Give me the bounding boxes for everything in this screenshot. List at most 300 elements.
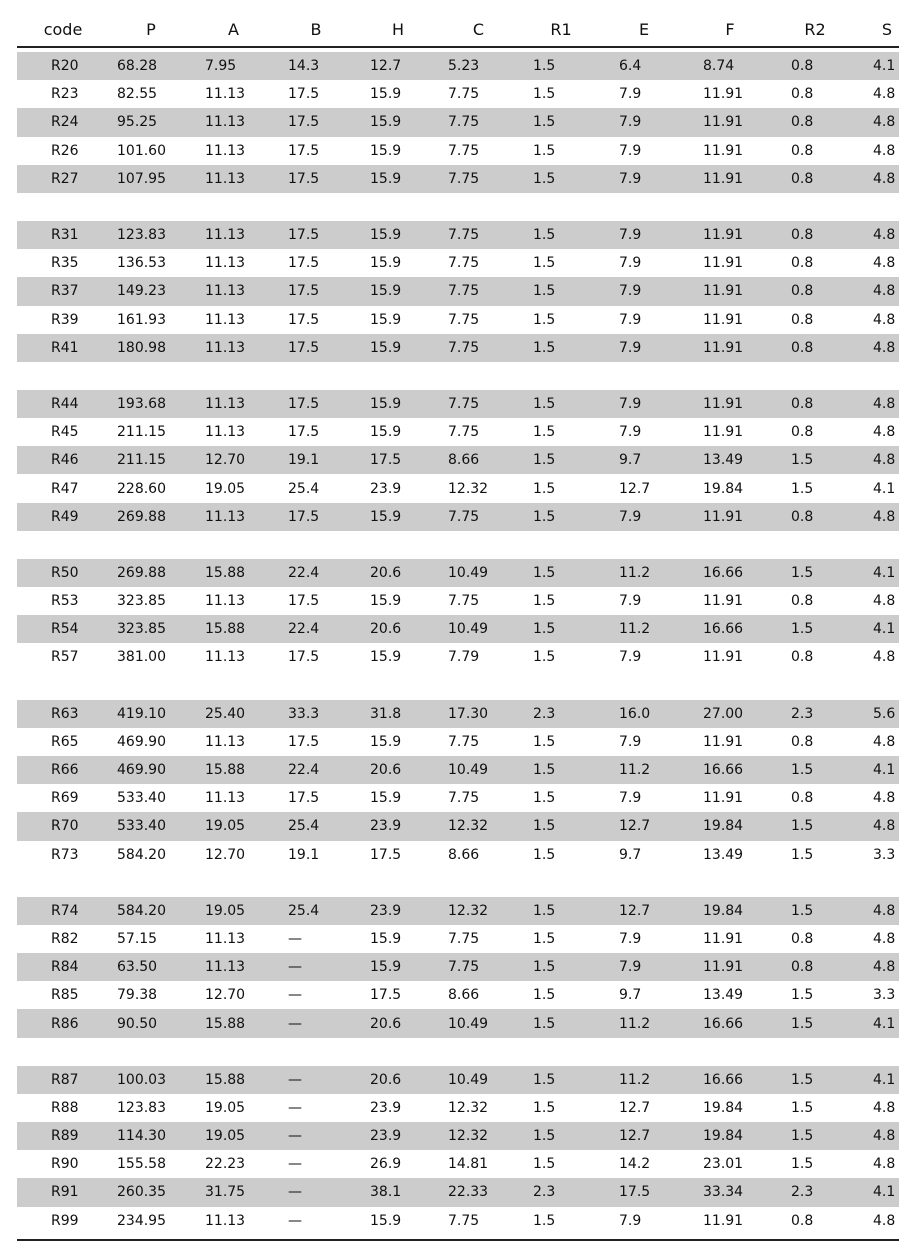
cell-h: 20.6 [370,621,402,638]
table-row [17,474,899,502]
cell-h: 17.5 [370,987,402,1004]
cell-r1: 1.5 [533,762,556,779]
cell-f: 13.49 [703,452,744,469]
cell-p: 123.83 [117,227,166,244]
cell-f: 19.84 [703,1128,744,1145]
cell-s: 4.8 [873,339,896,356]
cell-b: 17.5 [288,593,320,610]
cell-r2: 1.5 [791,452,814,469]
cell-s: 4.1 [873,58,896,75]
cell-e: 7.9 [619,142,642,159]
cell-c: 7.75 [448,395,480,412]
row-group [17,897,899,1038]
table-row [17,925,899,953]
cell-a: 11.13 [205,424,246,441]
cell-r1: 1.5 [533,480,556,497]
cell-s: 4.8 [873,395,896,412]
cell-e: 11.2 [619,762,651,779]
cell-a: 12.70 [205,987,246,1004]
table-row [17,700,899,728]
cell-s: 4.8 [873,142,896,159]
cell-e: 11.2 [619,564,651,581]
cell-a: 11.13 [205,339,246,356]
cell-f: 11.91 [703,227,744,244]
cell-r1: 1.5 [533,86,556,103]
cell-h: 31.8 [370,705,402,722]
cell-b: 25.4 [288,902,320,919]
header-s: S [881,20,893,39]
cell-a: 19.05 [205,818,246,835]
cell-r2: 1.5 [791,1015,814,1032]
cell-h: 15.9 [370,227,402,244]
cell-a: 11.13 [205,311,246,328]
cell-r2: 0.8 [791,170,814,187]
cell-f: 11.91 [703,114,744,131]
cell-h: 20.6 [370,762,402,779]
cell-a: 15.88 [205,1015,246,1032]
cell-h: 23.9 [370,480,402,497]
cell-p: 234.95 [117,1212,166,1229]
cell-e: 12.7 [619,818,651,835]
cell-p: 63.50 [117,959,158,976]
cell-r1: 1.5 [533,902,556,919]
cell-p: 419.10 [117,705,166,722]
cell-e: 7.9 [619,283,642,300]
cell-p: 161.93 [117,311,166,328]
cell-a: 11.13 [205,1212,246,1229]
cell-c: 17.30 [448,705,489,722]
cell-p: 193.68 [117,395,166,412]
cell-b: 17.5 [288,311,320,328]
cell-s: 4.8 [873,930,896,947]
table-row [17,1207,899,1235]
cell-s: 4.8 [873,114,896,131]
cell-b: 22.4 [288,762,320,779]
cell-s: 4.1 [873,564,896,581]
header-c: C [472,20,485,39]
cell-e: 7.9 [619,733,642,750]
cell-b: — [288,1212,302,1229]
cell-h: 15.9 [370,649,402,666]
dimension-table [17,14,899,1241]
cell-b: 17.5 [288,255,320,272]
cell-r2: 0.8 [791,86,814,103]
row-group [17,52,899,193]
cell-h: 15.9 [370,255,402,272]
cell-code: R99 [51,1212,79,1229]
cell-c: 7.75 [448,86,480,103]
cell-r2: 1.5 [791,564,814,581]
cell-e: 6.4 [619,58,642,75]
cell-r2: 1.5 [791,987,814,1004]
cell-code: R27 [51,170,79,187]
cell-b: 17.5 [288,339,320,356]
cell-f: 11.91 [703,170,744,187]
table-row [17,897,899,925]
cell-p: 57.15 [117,930,158,947]
cell-a: 12.70 [205,846,246,863]
cell-e: 7.9 [619,311,642,328]
table-row [17,1122,899,1150]
cell-r2: 1.5 [791,762,814,779]
cell-e: 7.9 [619,424,642,441]
cell-c: 7.75 [448,959,480,976]
cell-h: 15.9 [370,114,402,131]
cell-a: 11.13 [205,114,246,131]
cell-a: 11.13 [205,283,246,300]
cell-f: 11.91 [703,86,744,103]
cell-p: 79.38 [117,987,158,1004]
cell-s: 4.8 [873,902,896,919]
cell-r1: 1.5 [533,987,556,1004]
table-row [17,165,899,193]
cell-r1: 1.5 [533,959,556,976]
cell-r2: 0.8 [791,790,814,807]
cell-r1: 1.5 [533,1099,556,1116]
cell-e: 7.9 [619,255,642,272]
cell-e: 7.9 [619,1212,642,1229]
table-row [17,306,899,334]
cell-h: 23.9 [370,818,402,835]
cell-f: 11.91 [703,395,744,412]
header-r1: R1 [550,20,572,39]
cell-f: 11.91 [703,930,744,947]
cell-a: 11.13 [205,86,246,103]
cell-h: 15.9 [370,339,402,356]
cell-b: 19.1 [288,452,320,469]
cell-code: R45 [51,424,79,441]
cell-a: 15.88 [205,1071,246,1088]
cell-e: 17.5 [619,1184,651,1201]
cell-c: 7.75 [448,227,480,244]
table-row [17,249,899,277]
cell-p: 95.25 [117,114,158,131]
cell-e: 12.7 [619,1128,651,1145]
table-row [17,503,899,531]
cell-a: 19.05 [205,1128,246,1145]
cell-e: 7.9 [619,227,642,244]
cell-a: 11.13 [205,790,246,807]
cell-a: 11.13 [205,930,246,947]
cell-h: 17.5 [370,846,402,863]
cell-r2: 0.8 [791,424,814,441]
cell-f: 16.66 [703,762,744,779]
cell-b: 33.3 [288,705,320,722]
cell-e: 7.9 [619,86,642,103]
cell-p: 469.90 [117,762,166,779]
cell-r2: 2.3 [791,705,814,722]
cell-p: 228.60 [117,480,166,497]
cell-b: 17.5 [288,395,320,412]
cell-c: 10.49 [448,1071,489,1088]
cell-c: 5.23 [448,58,480,75]
cell-e: 7.9 [619,649,642,666]
cell-r1: 1.5 [533,283,556,300]
cell-a: 19.05 [205,902,246,919]
cell-r2: 0.8 [791,959,814,976]
cell-c: 7.75 [448,142,480,159]
cell-code: R89 [51,1128,79,1145]
table-row [17,728,899,756]
cell-b: 17.5 [288,170,320,187]
cell-p: 211.15 [117,424,166,441]
cell-p: 114.30 [117,1128,166,1145]
cell-code: R85 [51,987,79,1004]
cell-e: 7.9 [619,790,642,807]
cell-r1: 1.5 [533,58,556,75]
cell-f: 11.91 [703,649,744,666]
cell-code: R87 [51,1071,79,1088]
cell-c: 8.66 [448,846,480,863]
table-row [17,559,899,587]
cell-r2: 0.8 [791,114,814,131]
table-row [17,1178,899,1206]
cell-r1: 1.5 [533,790,556,807]
cell-p: 533.40 [117,790,166,807]
cell-r2: 1.5 [791,846,814,863]
cell-a: 25.40 [205,705,246,722]
cell-r1: 1.5 [533,733,556,750]
cell-e: 7.9 [619,593,642,610]
cell-r1: 1.5 [533,452,556,469]
cell-e: 16.0 [619,705,651,722]
cell-f: 13.49 [703,987,744,1004]
cell-f: 13.49 [703,846,744,863]
header-code: code [43,20,83,39]
cell-s: 4.8 [873,593,896,610]
cell-code: R66 [51,762,79,779]
cell-r2: 1.5 [791,480,814,497]
cell-a: 11.13 [205,733,246,750]
cell-h: 20.6 [370,564,402,581]
cell-r1: 2.3 [533,705,556,722]
cell-s: 4.8 [873,283,896,300]
cell-h: 15.9 [370,283,402,300]
cell-code: R41 [51,339,79,356]
cell-r1: 1.5 [533,142,556,159]
cell-b: — [288,1015,302,1032]
cell-p: 584.20 [117,846,166,863]
cell-p: 68.28 [117,58,158,75]
cell-f: 11.91 [703,424,744,441]
cell-r2: 0.8 [791,508,814,525]
cell-p: 101.60 [117,142,166,159]
cell-r1: 1.5 [533,930,556,947]
cell-e: 7.9 [619,959,642,976]
cell-a: 15.88 [205,762,246,779]
cell-b: 17.5 [288,114,320,131]
cell-p: 82.55 [117,86,158,103]
cell-r1: 1.5 [533,311,556,328]
cell-code: R26 [51,142,79,159]
cell-c: 12.32 [448,818,489,835]
table-row [17,277,899,305]
cell-f: 19.84 [703,818,744,835]
cell-p: 149.23 [117,283,166,300]
cell-code: R20 [51,58,79,75]
cell-b: 25.4 [288,480,320,497]
cell-s: 4.1 [873,480,896,497]
cell-c: 7.75 [448,255,480,272]
row-group [17,390,899,531]
cell-h: 15.9 [370,142,402,159]
cell-a: 22.23 [205,1156,246,1173]
cell-f: 8.74 [703,58,735,75]
cell-r2: 1.5 [791,621,814,638]
row-group [17,559,899,672]
cell-c: 7.75 [448,283,480,300]
cell-code: R86 [51,1015,79,1032]
cell-p: 90.50 [117,1015,158,1032]
cell-b: 19.1 [288,846,320,863]
cell-b: 22.4 [288,564,320,581]
table-row [17,446,899,474]
cell-code: R88 [51,1099,79,1116]
table-row [17,1094,899,1122]
cell-p: 211.15 [117,452,166,469]
header-a: A [228,20,239,39]
cell-f: 11.91 [703,283,744,300]
cell-e: 11.2 [619,1071,651,1088]
cell-b: 17.5 [288,790,320,807]
cell-r2: 0.8 [791,227,814,244]
cell-s: 4.8 [873,649,896,666]
cell-code: R44 [51,395,79,412]
cell-r2: 1.5 [791,818,814,835]
cell-p: 269.88 [117,508,166,525]
cell-r1: 1.5 [533,339,556,356]
cell-a: 11.13 [205,170,246,187]
cell-h: 26.9 [370,1156,402,1173]
cell-e: 9.7 [619,987,642,1004]
cell-e: 11.2 [619,621,651,638]
cell-code: R39 [51,311,79,328]
cell-b: — [288,1071,302,1088]
cell-h: 15.9 [370,930,402,947]
cell-p: 123.83 [117,1099,166,1116]
cell-r2: 0.8 [791,593,814,610]
cell-r2: 1.5 [791,1128,814,1145]
cell-e: 14.2 [619,1156,651,1173]
cell-code: R53 [51,593,79,610]
cell-f: 11.91 [703,959,744,976]
cell-r2: 0.8 [791,930,814,947]
cell-r1: 1.5 [533,508,556,525]
cell-f: 19.84 [703,902,744,919]
cell-code: R84 [51,959,79,976]
cell-r2: 0.8 [791,58,814,75]
cell-e: 12.7 [619,902,651,919]
cell-s: 4.1 [873,621,896,638]
cell-code: R37 [51,283,79,300]
cell-code: R91 [51,1184,79,1201]
header-r2: R2 [804,20,826,39]
cell-b: — [288,1156,302,1173]
cell-r2: 0.8 [791,142,814,159]
cell-c: 8.66 [448,452,480,469]
cell-a: 11.13 [205,508,246,525]
cell-e: 7.9 [619,395,642,412]
cell-c: 7.75 [448,790,480,807]
cell-b: — [288,1184,302,1201]
table-row [17,812,899,840]
cell-s: 4.1 [873,1184,896,1201]
cell-b: 17.5 [288,649,320,666]
table-row [17,1066,899,1094]
cell-r2: 0.8 [791,395,814,412]
cell-c: 7.75 [448,733,480,750]
cell-s: 4.1 [873,1015,896,1032]
cell-f: 11.91 [703,1212,744,1229]
cell-a: 11.13 [205,395,246,412]
cell-s: 3.3 [873,987,896,1004]
cell-p: 323.85 [117,593,166,610]
cell-s: 4.8 [873,1099,896,1116]
table-row [17,221,899,249]
table-row [17,137,899,165]
cell-h: 15.9 [370,959,402,976]
cell-code: R82 [51,930,79,947]
cell-b: — [288,1099,302,1116]
cell-r1: 1.5 [533,649,556,666]
cell-b: 17.5 [288,424,320,441]
cell-e: 12.7 [619,1099,651,1116]
row-group [17,700,899,869]
cell-r1: 1.5 [533,1156,556,1173]
cell-r2: 1.5 [791,1099,814,1116]
table-row [17,784,899,812]
cell-f: 11.91 [703,142,744,159]
cell-h: 12.7 [370,58,402,75]
cell-a: 11.13 [205,227,246,244]
cell-code: R50 [51,564,79,581]
cell-r1: 1.5 [533,1128,556,1145]
cell-e: 7.9 [619,339,642,356]
cell-h: 15.9 [370,1212,402,1229]
cell-c: 22.33 [448,1184,489,1201]
cell-h: 15.9 [370,593,402,610]
cell-a: 15.88 [205,621,246,638]
cell-c: 7.75 [448,170,480,187]
cell-f: 27.00 [703,705,744,722]
table-row [17,587,899,615]
cell-s: 4.8 [873,452,896,469]
cell-b: 17.5 [288,227,320,244]
cell-r1: 1.5 [533,1015,556,1032]
cell-f: 11.91 [703,593,744,610]
cell-r2: 0.8 [791,311,814,328]
cell-p: 100.03 [117,1071,166,1088]
cell-a: 12.70 [205,452,246,469]
cell-e: 7.9 [619,930,642,947]
cell-f: 23.01 [703,1156,744,1173]
cell-c: 7.75 [448,593,480,610]
cell-p: 155.58 [117,1156,166,1173]
cell-b: 17.5 [288,283,320,300]
cell-a: 7.95 [205,58,237,75]
cell-h: 20.6 [370,1015,402,1032]
cell-p: 136.53 [117,255,166,272]
cell-code: R70 [51,818,79,835]
cell-r1: 1.5 [533,846,556,863]
cell-code: R57 [51,649,79,666]
cell-s: 4.8 [873,170,896,187]
table-row [17,841,899,869]
cell-c: 7.75 [448,339,480,356]
cell-c: 10.49 [448,1015,489,1032]
cell-a: 11.13 [205,959,246,976]
cell-f: 16.66 [703,564,744,581]
